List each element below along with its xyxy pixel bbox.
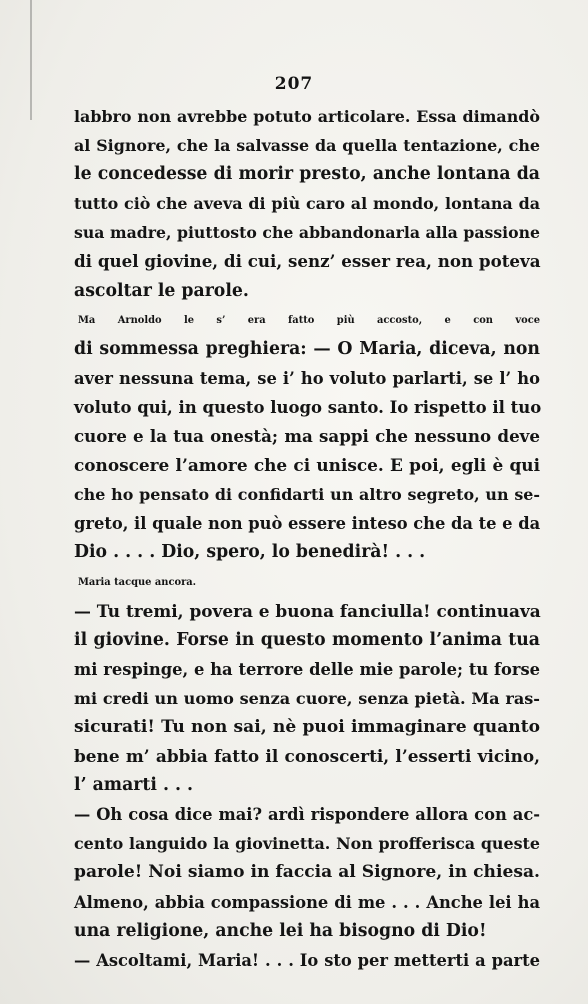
text-line: che ho pensato di confidarti un altro segreto, un se- bbox=[74, 485, 540, 505]
text-line: — Tu tremi, povera e buona fanciulla! continuava bbox=[74, 600, 541, 621]
text-line: voluto qui, in questo luogo santo. Io rispetto il tuo bbox=[74, 397, 542, 417]
text-line: sicurati! Tu non sai, nè puoi immaginare quanto bbox=[74, 716, 540, 737]
text-line: parole! Noi siamo in faccia al Signore, in chiesa. bbox=[74, 862, 540, 883]
text-line: labbro non avrebbe potuto articolare. Essa dimandò bbox=[74, 107, 540, 126]
text-line: mi respinge, e ha terrore delle mie parole; tu forse bbox=[74, 659, 540, 679]
page-edge-mark bbox=[30, 0, 32, 120]
text-line: — Oh cosa dice mai? ardì rispondere allora con ac- bbox=[74, 805, 540, 825]
text-line: al Signore, che la salvasse da quella tentazione, che bbox=[74, 136, 540, 156]
text-line: cuore e la tua onestà; ma sappi che nessuno deve bbox=[74, 426, 540, 447]
text-line: Almeno, abbia compassione di me . . . Anche lei ha bbox=[74, 892, 540, 912]
text-line: una religione, anche lei ha bisogno di Dio! bbox=[74, 920, 487, 941]
text-line: Dio . . . . Dio, spero, lo benedirà! . . . bbox=[74, 542, 426, 563]
text-line: Maria tacque ancora. bbox=[78, 576, 197, 588]
text-line: bene m’ abbia fatto il conoscerti, l’esserti vicino, bbox=[74, 746, 540, 767]
text-line: tutto ciò che aveva di più caro al mondo, lontana da bbox=[74, 194, 540, 214]
text-line: l’ amarti . . . bbox=[74, 775, 194, 796]
text-line: cento languido la giovinetta. Non profferisca queste bbox=[74, 834, 540, 854]
text-line: le concedesse di morir presto, anche lontana da bbox=[74, 164, 540, 185]
body-text bbox=[74, 102, 540, 975]
text-line: mi credi un uomo senza cuore, senza pietà. Ma ras- bbox=[74, 688, 540, 708]
text-line: greto, il quale non può essere inteso che da te e da bbox=[74, 514, 541, 534]
text-line: aver nessuna tema, se i’ ho voluto parlarti, se l’ ho bbox=[74, 368, 540, 388]
text-line: Ma Arnoldo le s’ era fatto più accosto, e con voce bbox=[78, 314, 540, 326]
text-line: ascoltar le parole. bbox=[74, 280, 249, 301]
text-line: di sommessa preghiera: — O Maria, diceva, non bbox=[74, 338, 540, 359]
text-line: il giovine. Forse in questo momento l’anima tua bbox=[74, 629, 540, 650]
text-line: di quel giovine, di cui, senz’ esser rea, non poteva bbox=[74, 251, 541, 272]
page-number: 207 bbox=[274, 74, 314, 94]
text-line: — Ascoltami, Maria! . . . Io sto per metterti a parte bbox=[74, 950, 540, 970]
text-line: sua madre, piuttosto che abbandonarla alla passione bbox=[74, 223, 540, 243]
text-line: conoscere l’amore che ci unisce. E poi, egli è qui bbox=[74, 455, 540, 476]
